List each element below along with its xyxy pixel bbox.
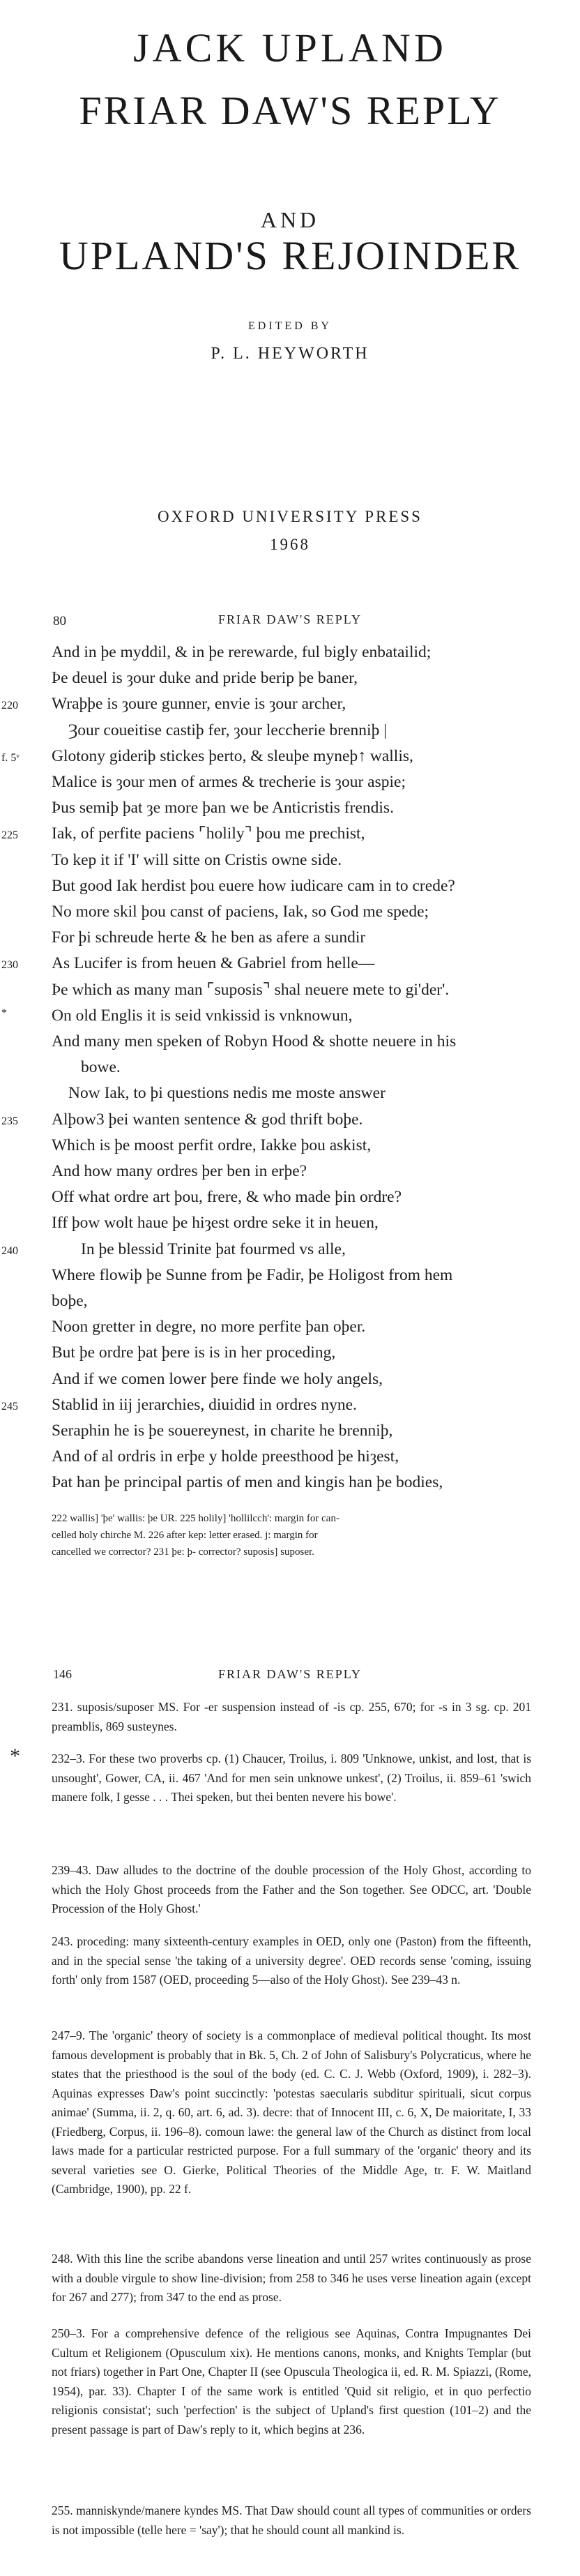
notes-folio-number: 146 xyxy=(53,1667,72,1681)
folio-number: 80 xyxy=(53,614,66,628)
running-title: FRIAR DAW'S REPLY xyxy=(218,612,362,626)
verse-text: Seraphin he is þe souereynest, in charite he brenniþ, xyxy=(52,1422,393,1440)
commentary-note xyxy=(52,1698,531,1736)
verse-text: boþe, xyxy=(52,1292,88,1310)
verse-text: bowe. xyxy=(81,1058,121,1077)
note-text: 250–3. For a comprehensive defence of the religious see Aquinas, Contra Impugnantes Dei Cultum et Religionem (Opusculum xix). He mentions canons, monks, and Knights Templar (but not friars) together in Part One, Chapter II (see Opuscula Theologica ii, ed. R. M. Spiazzi, (Rome, 1954), par. 33). Chapter I of the same work is entitled 'Quid sit religio, et in quo perfectio religionis consistat'; such 'perfection' is the subject of Upland's first question (101–2) and the present passage is part of Daw's reply to it, which begins at 236. xyxy=(52,2326,531,2436)
verse-text: Where flowiþ þe Sunne from þe Fadir, þe Holigost from hem xyxy=(52,1265,453,1284)
verse-text: As Lucifer is from heuen & Gabriel from helle— xyxy=(52,954,375,973)
note-text: 248. With this line the scribe abandons verse lineation and until 257 writes continuously as prose with a double virgule to show line-division; from 258 to 346 he uses verse lineation again (except for 267 and 277); from 347 to the end as prose. xyxy=(52,2252,531,2304)
year: 1968 xyxy=(270,536,310,553)
verse-text: Þat han þe principal partis of men and kingis han þe bodies, xyxy=(52,1473,443,1492)
line-number: 240 xyxy=(1,1244,18,1257)
commentary-note xyxy=(52,2026,531,2199)
commentary-note xyxy=(52,2501,531,2540)
commentary-note xyxy=(52,2250,531,2307)
verse-text: Which is þe moost perfit ordre, Iakke þou askist, xyxy=(52,1136,372,1154)
publisher: OXFORD UNIVERSITY PRESS xyxy=(158,508,422,525)
verse-text: Off what ordre art þou, frere, & who made þin ordre? xyxy=(52,1188,402,1207)
verse-text: Þus semiþ þat ȝe more þan we be Anticristis frendis. xyxy=(52,799,394,818)
verse-text: In þe blessid Trinite þat fourmed vs alle, xyxy=(81,1240,346,1258)
verse-text: Malice is ȝour men of armes & trecherie is ȝour aspie; xyxy=(52,773,406,791)
verse-text: Iff þow wolt haue þe hiȝest ordre seke it in heuen, xyxy=(52,1214,379,1233)
verse-text: Stablid in iij jerarchies, diuidid in ordres nyne. xyxy=(52,1395,357,1414)
title-page xyxy=(0,0,580,425)
textual-apparatus xyxy=(52,1510,533,1560)
title-line-2: FRIAR DAW'S REPLY xyxy=(79,88,501,133)
verse-text: And in þe myddil, & in þe rerewarde, ful bigly enbatailid; xyxy=(52,643,432,661)
line-number: 245 xyxy=(1,1400,18,1413)
verse-text: And many men speken of Robyn Hood & shotte neuere in his xyxy=(52,1032,457,1050)
verse-text: Ȝour coueitise castiþ fer, ȝour leccherie brenniþ | xyxy=(68,721,387,739)
verse-text: Noon gretter in degre, no more perfite þan oþer. xyxy=(52,1318,366,1336)
verse-text: No more skil þou canst of paciens, Iak, so God me spede; xyxy=(52,903,429,921)
apparatus-line: cancelled we corrector? 231 þe: þ- corrector? suposis] suposer. xyxy=(52,1546,314,1558)
title-line-1: JACK UPLAND xyxy=(133,25,447,70)
commentary-note xyxy=(52,2324,531,2439)
text-page xyxy=(0,585,580,1603)
note-text: 247–9. The 'organic' theory of society is a commonplace of medieval political thought. Its most famous development is probably that in Bk. 5, Ch. 2 of John of Salisbury's Polycraticus, where he states that the priesthood is the soul of the body (ed. C. C. J. Webb (Oxford, 1909), i. 282–3). Aquinas expresses Daw's point succinctly: 'potestas saecularis subditur spirituali, sicut corpus animae' (Summa, ii. 2, q. 60, art. 6, ad. 3). decre: that of Innocent III, c. 6, X, De maioritate, I, 33 (Friedberg, Corpus, ii. 196–8). comoun lawe: the general law of the Church as distinct from local laws made for a particular restricted purpose. For a full summary of the 'organic' theory and its several varieties see O. Gierke, Political Theories of the Middle Age, tr. F. W. Maitland (Cambridge, 1900), pp. 22 f. xyxy=(52,2028,531,2196)
edited-by: EDITED BY xyxy=(248,320,332,332)
verse-text: For þi schreude herte & he ben as afere a sundir xyxy=(52,928,366,947)
line-number: 225 xyxy=(1,829,18,842)
note-marker-asterisk: * xyxy=(10,1745,20,1768)
verse-text: And if we comen lower þere finde we holy angels, xyxy=(52,1369,383,1388)
verse-text: Þe deuel is ȝour duke and pride berip þe baner, xyxy=(52,669,358,688)
verse-text: And of al ordris in erþe y holde preesthood þe hiȝest, xyxy=(52,1447,399,1466)
verse-text: And how many ordres þer ben in erþe? xyxy=(52,1162,307,1180)
title-line-3: UPLAND'S REJOINDER xyxy=(59,233,521,278)
verse-text: Þe which as many man ⌜suposis⌝ shal neuere mete to gi'der'. xyxy=(52,980,450,999)
line-number: f. 5ᵛ xyxy=(1,751,20,764)
notes-page xyxy=(0,1667,580,2576)
note-text: 232–3. For these two proverbs cp. (1) Chaucer, Troilus, i. 809 'Unknowe, unkist, and lost, that is unsought', Gower, CA, ii. 467 'And for men sein unknowe unkest', (2) Troilus, ii. 859–61 'swich manere folk, I gesse . . . Thei speken, but thei benten nevere his bowe'. xyxy=(52,1752,531,1804)
verse-text: On old Englis it is seid vnkissid is vnknowun, xyxy=(52,1006,353,1025)
note-text: 255. manniskynde/manere kyndes MS. That Daw should count all types of communities or orders is not impossible (telle here = 'say'); that he should count all mankind is. xyxy=(52,2503,531,2537)
verse-text: Iak, of perfite paciens ⌜holily⌝ þou me prechist, xyxy=(52,824,365,843)
verse-text: But good Iak herdist þou euere how iudicare cam in to crede? xyxy=(52,876,455,895)
verse-text: But þe ordre þat þere is is in her proceding, xyxy=(52,1343,336,1362)
apparatus-line: 222 wallis] 'þe' wallis: þe UR. 225 holily] 'hollilcch': margin for can- xyxy=(52,1513,339,1524)
verse-text: Now Iak, to þi questions nedis me moste answer xyxy=(68,1084,386,1103)
verse-text: Alþow3 þei wanten sentence & god thrift boþe. xyxy=(52,1110,363,1129)
editor-name: P. L. HEYWORTH xyxy=(211,345,369,363)
commentary-note xyxy=(10,1745,531,1807)
verse-text: To kep it if 'I' will sitte on Cristis owne side. xyxy=(52,850,342,869)
title-and: AND xyxy=(260,207,320,232)
verse-text: Glotony gideriþ stickes þerto, & sleuþe myneþ↑ wallis, xyxy=(52,746,413,765)
line-number: 220 xyxy=(1,700,18,712)
line-number: 230 xyxy=(1,959,18,972)
note-text: 239–43. Daw alludes to the doctrine of the double procession of the Holy Ghost, according to which the Holy Ghost proceeds from the Father and the Son together. See ODCC, art. 'Double Procession of the Holy Ghost.' xyxy=(52,1863,531,1915)
commentary-note xyxy=(52,1861,531,1919)
note-text: 231. suposis/suposer MS. For -er suspension instead of -is cp. 255, 670; for -s in 3 sg. cp. 201 preamblis, 869 susteynes. xyxy=(52,1700,531,1733)
commentary-note xyxy=(52,1932,531,1990)
apparatus-line: celled holy chirche M. 226 after kep: letter erased. j: margin for xyxy=(52,1530,318,1541)
line-number: 235 xyxy=(1,1115,18,1127)
verse-text: Wraþþe is ȝoure gunner, envie is ȝour archer, xyxy=(52,695,346,714)
line-number: * xyxy=(1,1007,7,1019)
note-text: 243. proceding: many sixteenth-century examples in OED, only one (Paston) from the fifteenth, and in the special sense 'the taking of a university degree'. OED records sense 'coming, issuing forth' only from 1587 (OED, proceeding 5—also of the Holy Ghost). See 239–43 n. xyxy=(52,1934,531,1987)
notes-running-title: FRIAR DAW'S REPLY xyxy=(218,1667,362,1681)
